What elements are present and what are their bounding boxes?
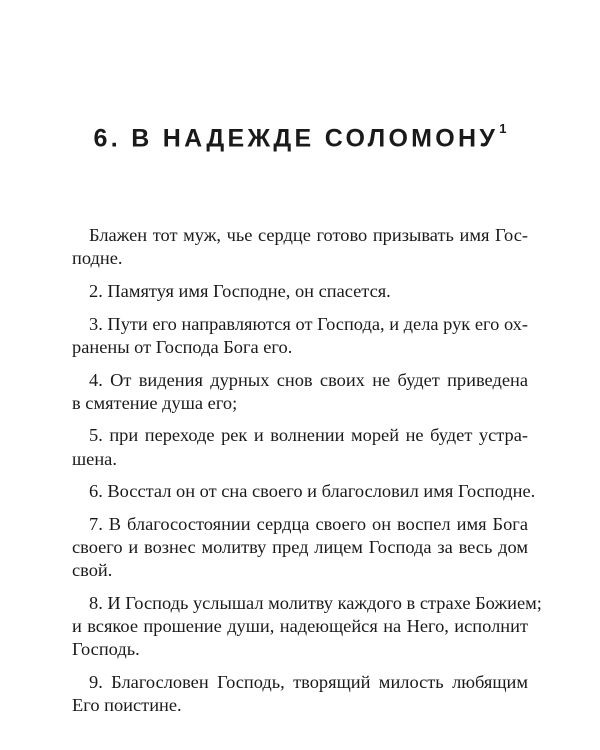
verse-5 (72, 424, 528, 470)
verse-2 (72, 280, 528, 303)
verse-9 (72, 671, 528, 717)
verse-line: и всякое прошение души, надеющейся на Него, исполнит (72, 616, 528, 637)
verse-line: 7. В благосостоянии сердца своего он воспел имя Бога (89, 514, 528, 535)
verse-line: в смятение душа его; (72, 392, 238, 413)
verse-1 (72, 224, 528, 270)
verse-line: свой. (72, 560, 113, 581)
chapter-body (72, 224, 542, 717)
verse-line: Блажен тот муж, чье сердце готово призывать имя Гос- (89, 225, 528, 245)
verse-line: Господь. (72, 639, 140, 660)
verse-line: 8. И Господь услышал молитву каждого в страхе Божием; (89, 593, 542, 614)
verse-8 (72, 592, 542, 661)
verse-line: 6. Восстал он от сна своего и благословил имя Господне. (89, 481, 536, 502)
verse-line: 2. Памятуя имя Господне, он спасется. (89, 280, 391, 301)
verse-line: шена. (72, 448, 117, 469)
verse-line: 3. Пути его направляются от Господа, и дела рук его ох- (89, 313, 528, 334)
verse-7 (72, 513, 528, 582)
chapter-title: 6. В НАДЕЖДЕ СОЛОМОНУ (93, 124, 499, 153)
verse-line: подне. (72, 248, 123, 269)
verse-line: 4. От видения дурных снов своих не будет приведена (89, 369, 528, 390)
footnote-mark: 1 (499, 121, 507, 136)
verse-line: своего и вознес молитву пред лицем Господа за весь дом (72, 537, 528, 558)
verse-line: 5. при переходе рек и волнении морей не будет устра- (89, 425, 528, 446)
verse-line: Его поистине. (72, 695, 182, 716)
verse-4 (72, 369, 528, 415)
verse-6 (72, 480, 536, 503)
verse-line: 9. Благословен Господь, творящий милость любящим (89, 672, 528, 692)
verse-3 (72, 313, 528, 359)
chapter-heading (0, 118, 600, 153)
verse-line: ранены от Господа Бога его. (72, 336, 293, 357)
